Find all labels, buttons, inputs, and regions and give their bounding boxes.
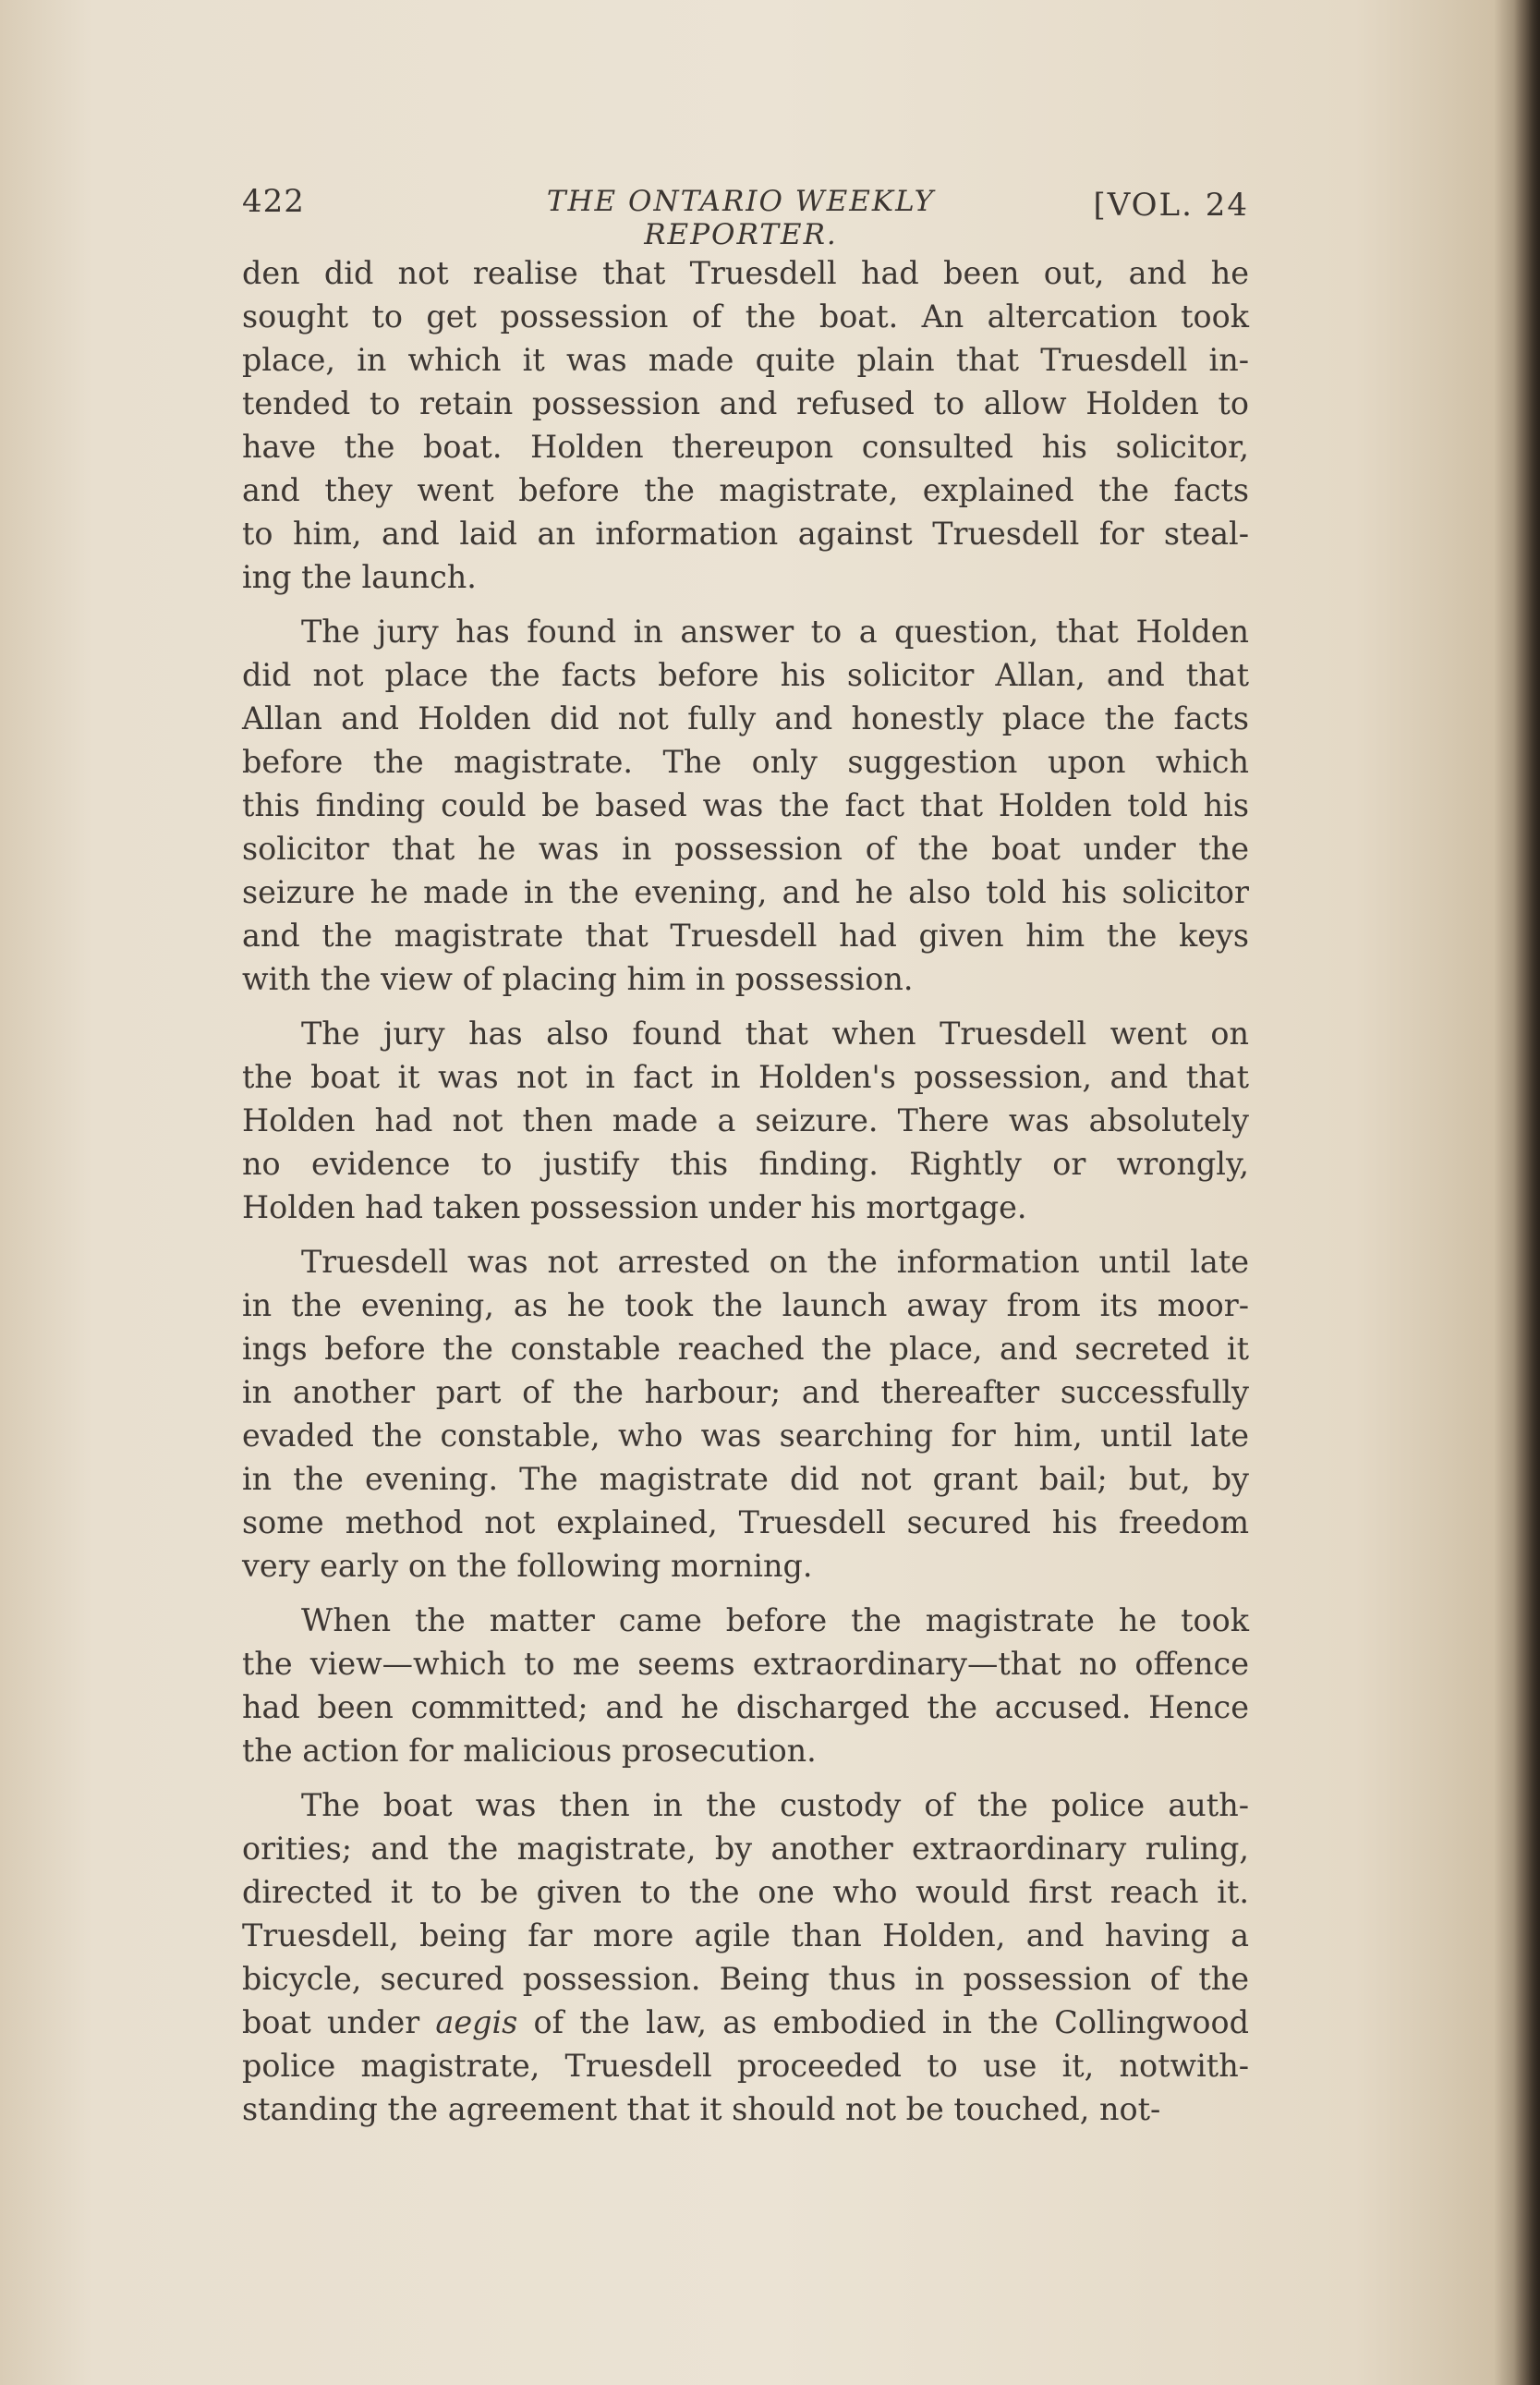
book-spine-shadow: [1514, 0, 1540, 2385]
text-line: before the magistrate. The only suggestion upon which: [242, 744, 1249, 780]
text-line: the view—which to me seems extraordinary—that no offence: [242, 1646, 1249, 1682]
text-line: and the magistrate that Truesdell had given him the keys: [242, 918, 1249, 954]
paragraph-gap: [242, 1588, 1249, 1599]
text-line: orities; and the magistrate, by another extraordinary ruling,: [242, 1831, 1249, 1867]
text-line: and they went before the magistrate, explained the facts: [242, 472, 1249, 508]
paragraph: [242, 1599, 1249, 1772]
text-line: bicycle, secured possession. Being thus in possession of the: [242, 1961, 1249, 1997]
text-line: Allan and Holden did not fully and honestly place the facts: [242, 700, 1249, 736]
text-line: tended to retain possession and refused to allow Holden to: [242, 385, 1249, 421]
text-line: place, in which it was made quite plain that Truesdell in-: [242, 342, 1249, 378]
paragraph-gap: [242, 1229, 1249, 1240]
text-line: have the boat. Holden thereupon consulted his solicitor,: [242, 429, 1249, 465]
text-line: the action for malicious prosecution.: [242, 1733, 817, 1769]
paragraph-gap: [242, 1772, 1249, 1783]
text-line: The jury has found in answer to a question, that Holden: [301, 614, 1249, 650]
page-number: 422: [242, 183, 305, 220]
text-line: this finding could be based was the fact that Holden told his: [242, 787, 1249, 823]
text-line: Truesdell, being far more agile than Holden, and having a: [242, 1917, 1249, 1953]
text-line: The boat was then in the custody of the police auth-: [301, 1787, 1249, 1823]
text-line: seizure he made in the evening, and he also told his solicitor: [242, 874, 1249, 910]
italic-word: aegis: [435, 2004, 518, 2040]
text-line: no evidence to justify this finding. Rightly or wrongly,: [242, 1146, 1249, 1182]
text-line: to him, and laid an information against Truesdell for steal-: [242, 516, 1249, 552]
paragraph-gap: [242, 599, 1249, 610]
text-line: boat under aegis of the law, as embodied in the Collingwood: [242, 2004, 1249, 2040]
text-line: Truesdell was not arrested on the information until late: [301, 1244, 1249, 1280]
paragraph: [242, 1783, 1249, 2131]
text-line: directed it to be given to the one who would first reach it.: [242, 1874, 1249, 1910]
paragraph-gap: [242, 1001, 1249, 1012]
text-line: The jury has also found that when Truesdell went on: [301, 1016, 1249, 1052]
text-line: did not place the facts before his solicitor Allan, and that: [242, 657, 1249, 693]
text-line: Holden had not then made a seizure. There was absolutely: [242, 1102, 1249, 1138]
text-line: sought to get possession of the boat. An altercation took: [242, 298, 1249, 335]
volume-label: [VOL. 24: [1093, 187, 1249, 224]
text-line: very early on the following morning.: [242, 1548, 813, 1584]
text-line: solicitor that he was in possession of the boat under the: [242, 831, 1249, 867]
body-text: [242, 251, 1249, 2131]
text-line: in the evening, as he took the launch away from its moor-: [242, 1287, 1249, 1323]
paragraph: [242, 1240, 1249, 1588]
text-line: ing the launch.: [242, 559, 477, 595]
paragraph: [242, 251, 1249, 599]
text-line: had been committed; and he discharged the accused. Hence: [242, 1689, 1249, 1725]
text-line: in the evening. The magistrate did not grant bail; but, by: [242, 1461, 1249, 1497]
text-line: Holden had taken possession under his mortgage.: [242, 1189, 1027, 1225]
text-line: in another part of the harbour; and thereafter successfully: [242, 1374, 1249, 1410]
running-title: THE ONTARIO WEEKLY REPORTER.: [546, 185, 936, 251]
text-line: police magistrate, Truesdell proceeded to use it, notwith-: [242, 2048, 1249, 2084]
paragraph: [242, 610, 1249, 1001]
text-line: den did not realise that Truesdell had been out, and he: [242, 255, 1249, 291]
running-header: [242, 183, 1249, 251]
text-line: the boat it was not in fact in Holden's possession, and that: [242, 1059, 1249, 1095]
text-line: ings before the constable reached the place, and secreted it: [242, 1331, 1249, 1367]
text-line: evaded the constable, who was searching for him, until late: [242, 1418, 1249, 1454]
text-line: standing the agreement that it should not be touched, not-: [242, 2091, 1161, 2127]
text-line: some method not explained, Truesdell secured his freedom: [242, 1504, 1249, 1540]
text-line: with the view of placing him in possession.: [242, 961, 914, 997]
paragraph: [242, 1012, 1249, 1229]
text-line: When the matter came before the magistrate he took: [301, 1602, 1249, 1638]
